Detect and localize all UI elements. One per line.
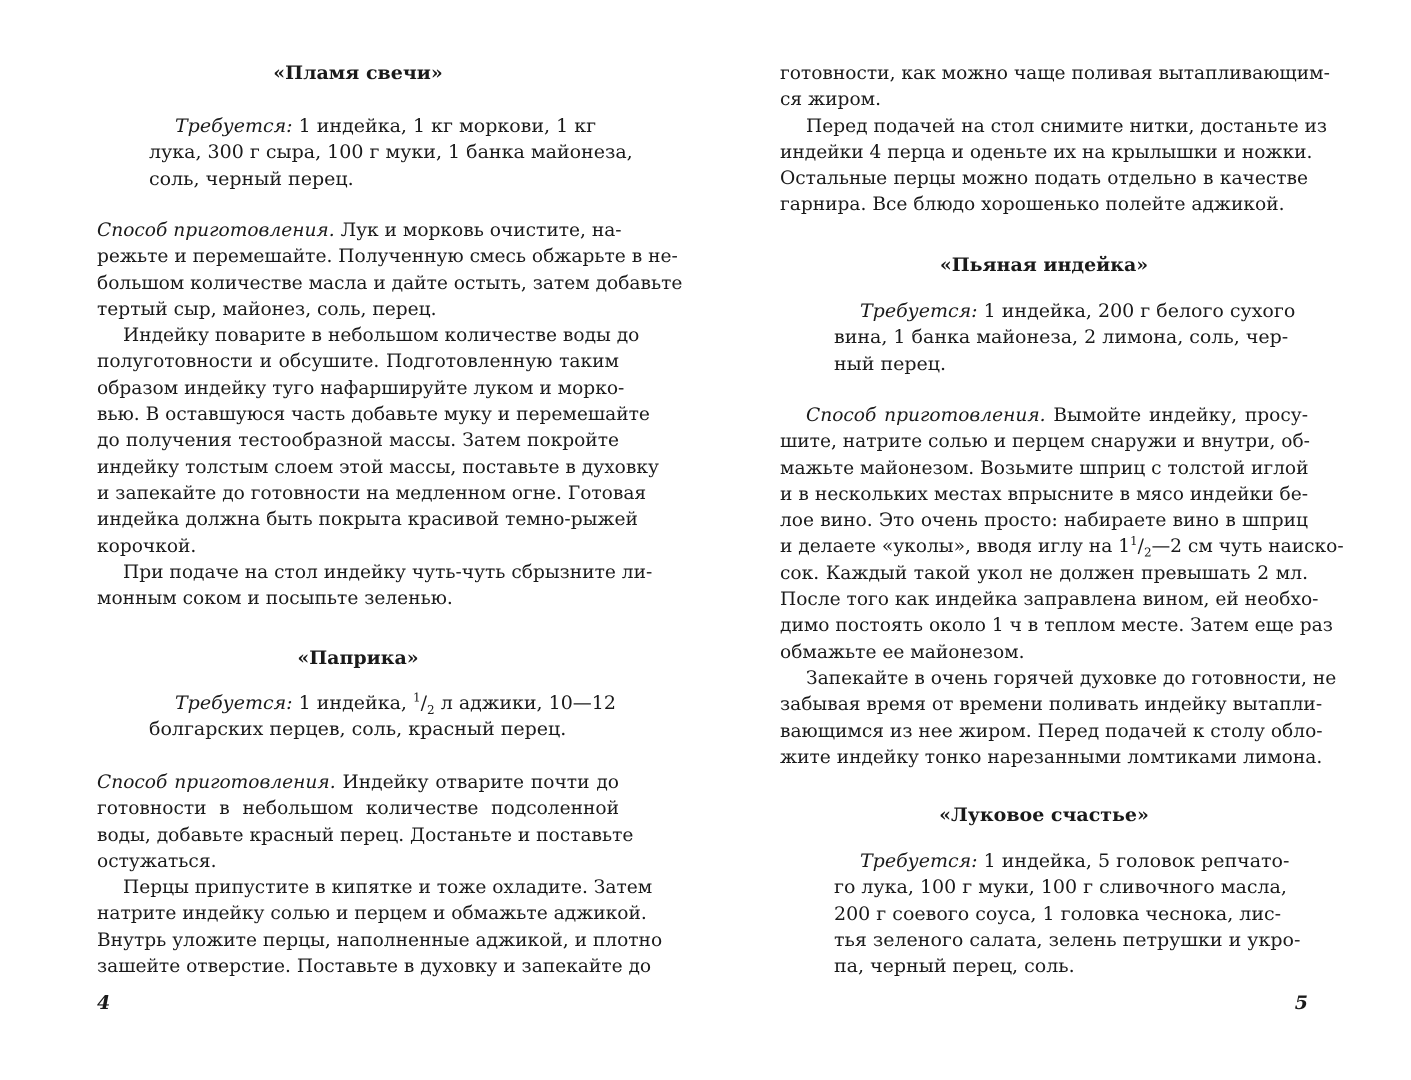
- method-line: Способ приготовления. Лук и морковь очистите, на-: [97, 220, 622, 241]
- method-line: При подаче на стол индейку чуть-чуть сбрызните ли-: [123, 561, 653, 583]
- required-label: Требуется:: [860, 300, 978, 322]
- method-line: Остальные перцы можно подать отдельно в качестве: [780, 168, 1308, 190]
- recipe-ingredients: [834, 298, 1295, 377]
- method-line: сок. Каждый такой укол не должен превышать 2 мл.: [780, 562, 1308, 584]
- ingredients-line: Требуется: 1 индейка, 200 г белого сухого: [860, 300, 1296, 322]
- method-line: вающимся из нее жиром. Перед подачей к столу обло-: [780, 720, 1323, 742]
- ingredients-line: Требуется: 1 индейка, 1 кг моркови, 1 кг: [175, 115, 597, 137]
- ingredients-line: Требуется: 1 индейка, $^1/_2$ л аджики, 10—12: [175, 690, 616, 717]
- method-line: жите индейку тонко нарезанными ломтиками лимона.: [780, 746, 1323, 768]
- method-line: Запекайте в очень горячей духовке до готовности, не: [806, 667, 1337, 689]
- ingredients-line: го лука, 100 г муки, 100 г сливочного масла,: [834, 876, 1287, 899]
- method-line: шите, натрите солью и перцем снаружи и внутри, об-: [780, 431, 1310, 453]
- method-line: индейки 4 перца и оденьте их на крылышки и ножки.: [780, 141, 1313, 163]
- required-label: Требуется:: [860, 850, 978, 872]
- recipe-title-paprika: «Паприка»: [297, 647, 419, 669]
- ingredients-line: Требуется: 1 индейка, 5 головок репчато-: [860, 850, 1290, 872]
- method-line: Индейку поварите в небольшом количестве воды до: [123, 325, 640, 347]
- recipe-method: [97, 218, 683, 612]
- method-line: и запекайте до готовности на медленном огне. Готовая: [97, 482, 647, 504]
- recipe-title-lukovoe-schastye: «Луковое счастье»: [939, 804, 1149, 826]
- method-line: лое вино. Это очень просто: набираете вино в шприц: [780, 510, 1308, 532]
- method-line: и в нескольких местах впрысните в мясо индейки бе-: [780, 483, 1308, 505]
- method-line: воды, добавьте красный перец. Достаньте и поставьте: [97, 824, 634, 846]
- recipe-ingredients: [149, 690, 616, 743]
- method-line: до получения тестообразной массы. Затем покройте: [97, 430, 619, 452]
- method-line: индейку толстым слоем этой массы, поставьте в духовку: [97, 456, 659, 478]
- method-line: монным соком и посыпьте зеленью.: [97, 588, 453, 610]
- recipe-ingredients: [834, 848, 1300, 979]
- ingredients-line: па, черный перец, соль.: [834, 955, 1075, 978]
- method-line: и делаете «уколы», вводя иглу на $1^1/_2—2$ см чуть наиско-: [780, 534, 1344, 561]
- method-label: Способ приготовления.: [806, 405, 1046, 426]
- recipe-method: [97, 770, 663, 980]
- page-number: 4: [97, 992, 111, 1014]
- method-line: забывая время от времени поливать индейку вытапли-: [780, 694, 1323, 716]
- method-line: гарнира. Все блюдо хорошенько полейте аджикой.: [780, 194, 1285, 216]
- method-line: остужаться.: [97, 850, 217, 872]
- method-line: тертый сыр, майонез, соль, перец.: [97, 298, 437, 320]
- method-line: Перед подачей на стол снимите нитки, достаньте из: [806, 115, 1328, 137]
- method-line: большом количестве масла и дайте остыть, затем добавьте: [97, 272, 683, 294]
- method-line: полуготовности и обсушите. Подготовленную таким: [97, 351, 619, 373]
- method-label: Способ приготовления.: [97, 772, 336, 793]
- method-line: мажьте майонезом. Возьмите шприц с толстой иглой: [780, 457, 1309, 479]
- ingredients-line: 200 г соевого соуса, 1 головка чеснока, лис-: [834, 902, 1282, 925]
- ingredients-line: соль, черный перец.: [149, 167, 354, 190]
- method-line: Способ приготовления. Вымойте индейку, просу-: [806, 405, 1308, 426]
- method-line: режьте и перемешайте. Полученную смесь обжарьте в не-: [97, 246, 678, 268]
- method-line: индейка должна быть покрыта красивой темно-рыжей: [97, 509, 638, 531]
- ingredients-line: лука, 300 г сыра, 100 г муки, 1 банка майонеза,: [149, 141, 633, 164]
- method-line: Перцы припустите в кипятке и тоже охладите. Затем: [123, 877, 653, 899]
- method-line: натрите индейку солью и перцем и обмажьте аджикой.: [97, 903, 647, 925]
- recipe-method: [780, 403, 1344, 771]
- method-line: корочкой.: [97, 535, 197, 557]
- method-line: После того как индейка заправлена вином, ей необхо-: [780, 589, 1319, 611]
- method-line: готовности, как можно чаще поливая вытапливающим-: [780, 63, 1330, 84]
- method-line: димо постоять около 1 ч в теплом месте. Затем еще раз: [780, 615, 1333, 637]
- method-line: вью. В оставшуюся часть добавьте муку и перемешайте: [97, 404, 650, 426]
- method-line: образом индейку туго нафаршируйте луком и морко-: [97, 377, 625, 399]
- method-line: ся жиром.: [780, 89, 882, 111]
- method-line: готовности в небольшом количестве подсоленной: [97, 798, 619, 820]
- method-label: Способ приготовления.: [97, 220, 335, 241]
- recipe-ingredients: [149, 113, 633, 192]
- ingredients-line: тья зеленого салата, зелень петрушки и укро-: [834, 928, 1301, 951]
- page-number: 5: [1294, 992, 1308, 1014]
- ingredients-line: вина, 1 банка майонеза, 2 лимона, соль, чер-: [834, 326, 1289, 349]
- required-label: Требуется:: [175, 115, 293, 137]
- recipe-title-plamya-svechi: «Пламя свечи»: [273, 62, 443, 84]
- required-label: Требуется:: [175, 692, 293, 714]
- method-line: зашейте отверстие. Поставьте в духовку и запекайте до: [97, 956, 652, 978]
- recipe-method-continuation: [780, 61, 1330, 219]
- method-line: Внутрь уложите перцы, наполненные аджикой, и плотно: [97, 929, 663, 951]
- recipe-title-pyanaya-indeyka: «Пьяная индейка»: [939, 254, 1149, 276]
- ingredients-line: ный перец.: [834, 352, 947, 375]
- ingredients-line: болгарских перцев, соль, красный перец.: [149, 718, 567, 741]
- method-line: Способ приготовления. Индейку отварите почти до: [97, 772, 619, 793]
- method-line: обмажьте ее майонезом.: [780, 641, 1025, 663]
